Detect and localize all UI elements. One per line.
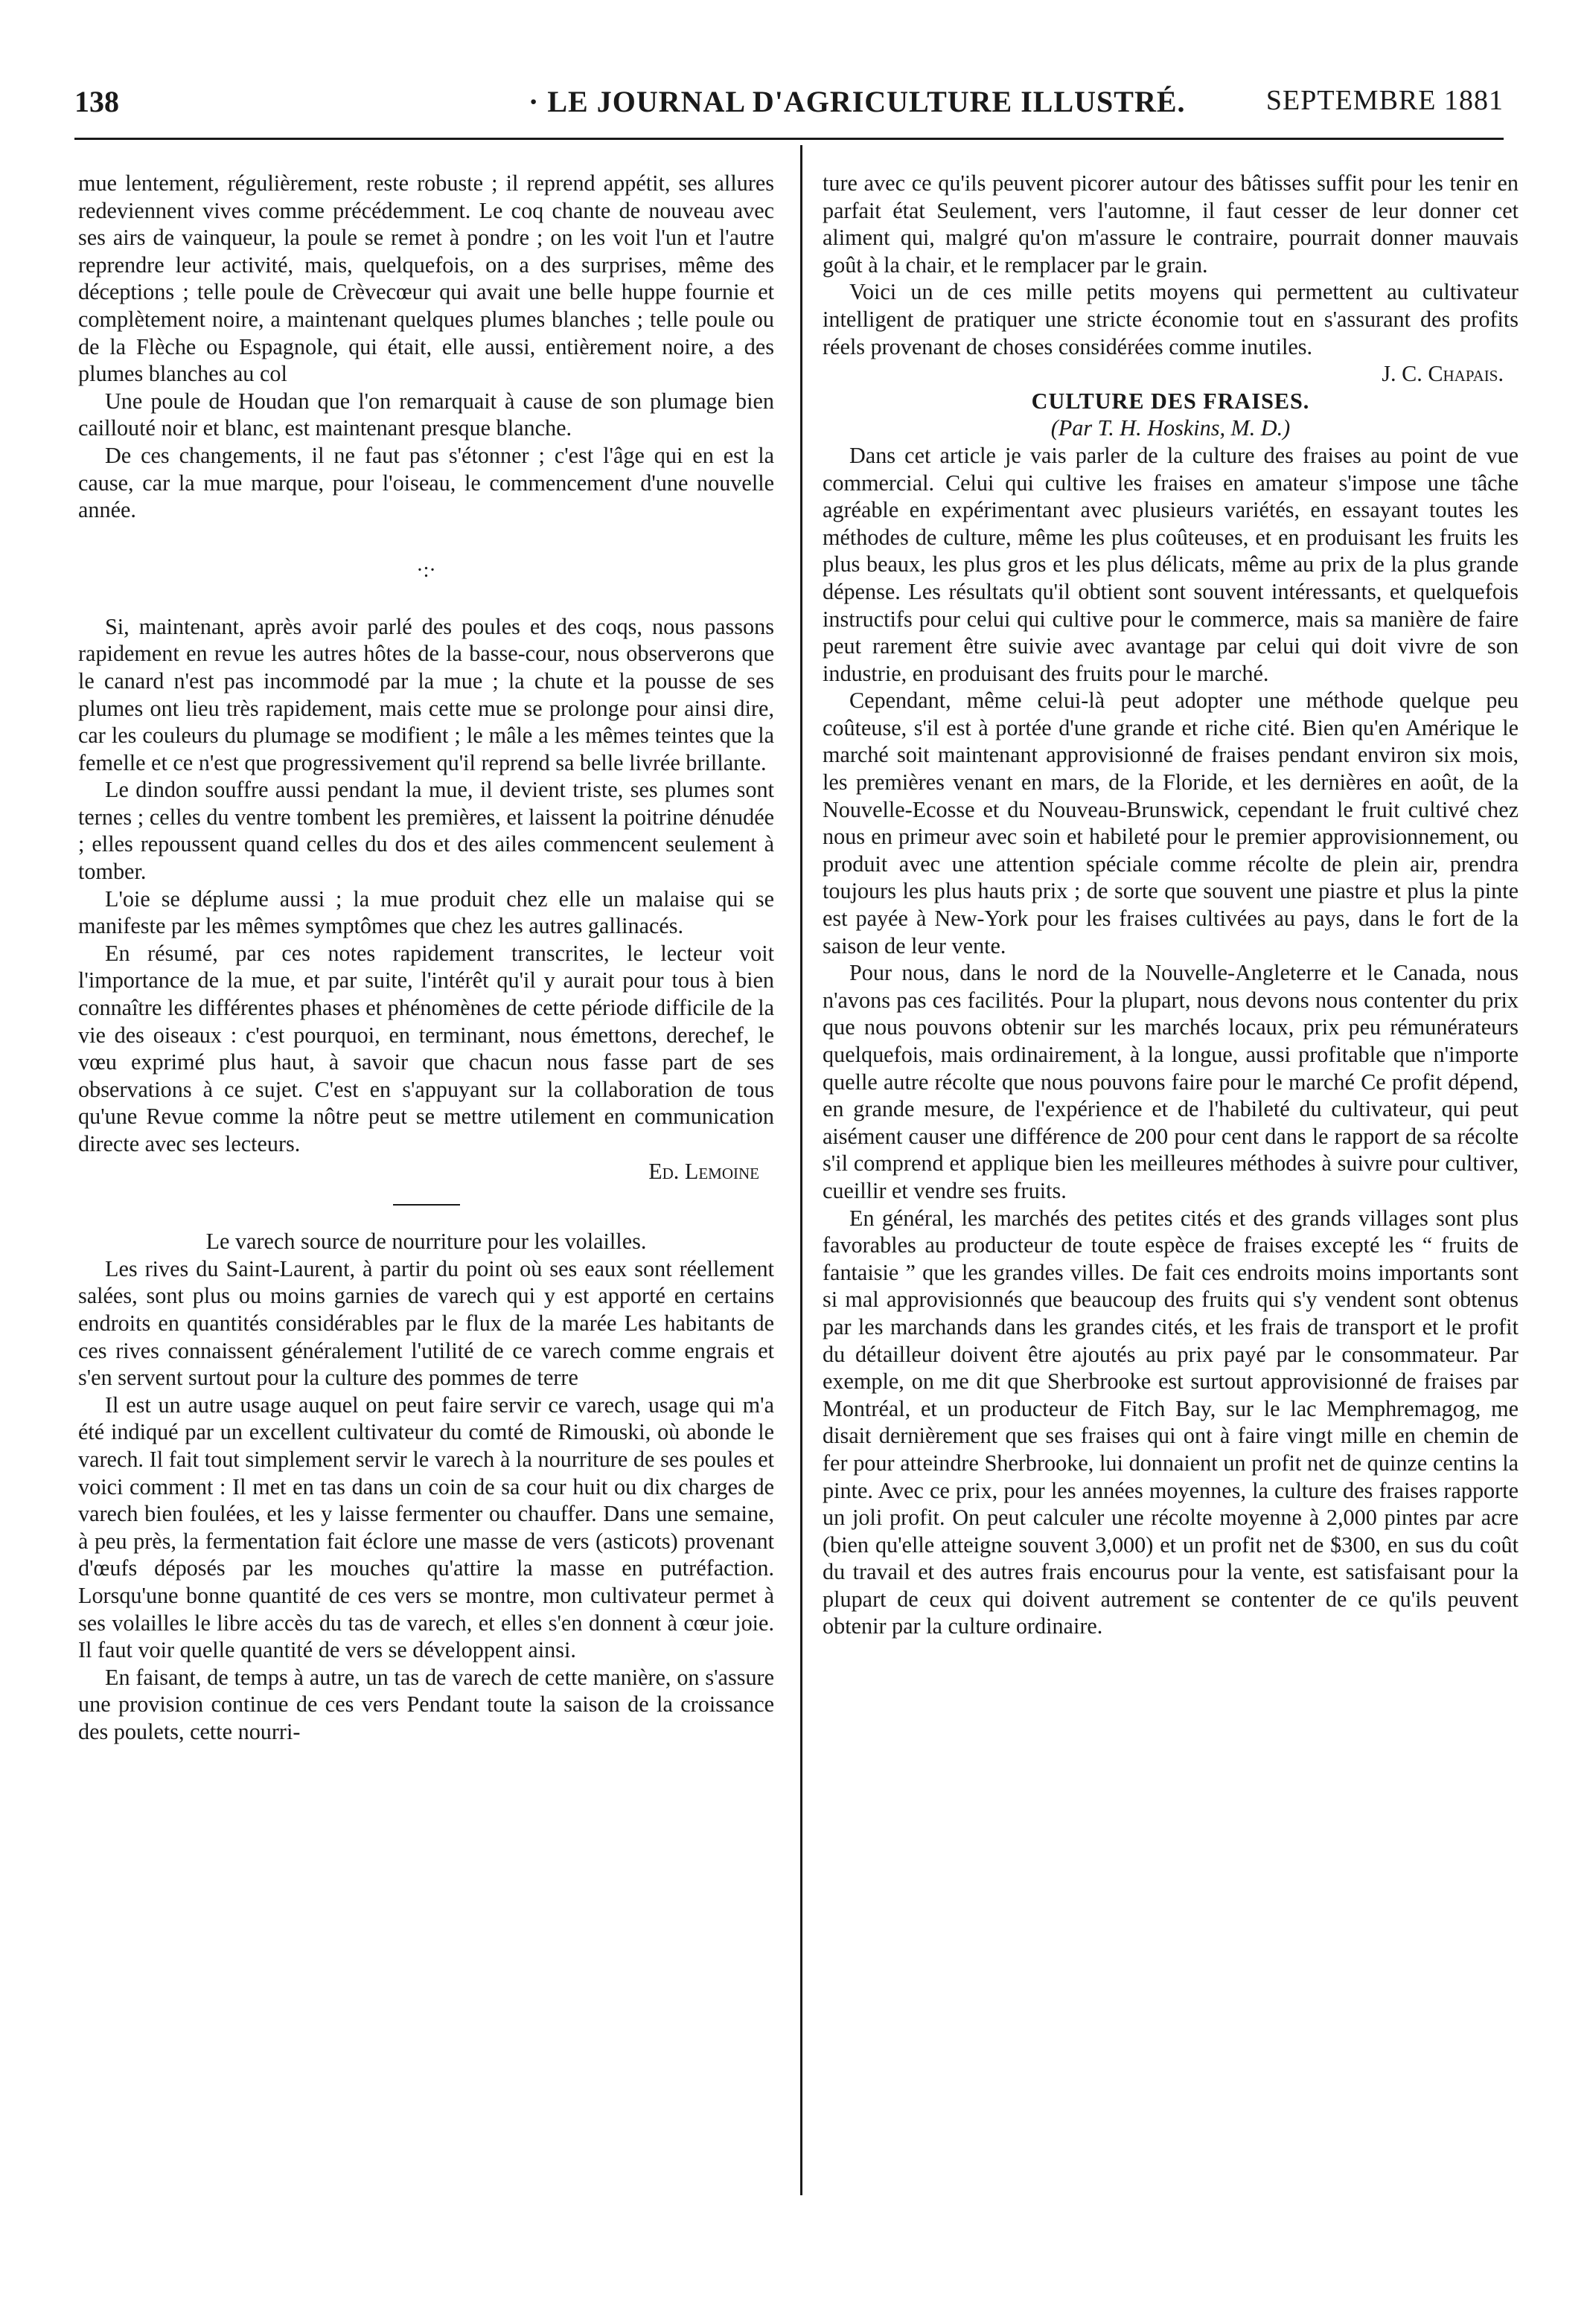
journal-title: · LE JOURNAL D'AGRICULTURE ILLUSTRÉ. <box>529 85 1186 118</box>
paragraph: Les rives du Saint-Laurent, à partir du point où ses eaux sont réellement salées, sont plus ou moins garnies de varech qui y est apporté en certains endroits en quantités considérables par le flux de la marée Les habitants de ces rives connaissent généralement l'utilité de ce varech comme engrais et s'en servent surtout pour la culture des pommes de terre <box>78 1255 774 1391</box>
article-byline: (Par T. H. Hoskins, M. D.) <box>1050 415 1291 441</box>
paragraph: L'oie se déplume aussi ; la mue produit chez elle un malaise qui se manifeste par les mêmes symptômes que chez les autres gallinacés. <box>78 886 774 939</box>
author-signature: J. C. Chapais. <box>1382 361 1504 387</box>
paragraph: Cependant, même celui-là peut adopter une méthode quelque peu coûteuse, s'il est à portée d'une grande et riche cité. Bien qu'en Amérique le marché soit maintenant approvisionné de fraises pendant environ six mois, les premières venant en mars, de la Floride, et les dernières en août, de la Nouvelle-Ecosse et du Nouveau-Brunswick, cependant le fruit cultivé chez nous en primeur avec soin et habileté pour le premier approvisionnement, ou produit avec une attention spéciale comme récolte de plein air, prendra toujours les plus hauts prix ; de sorte que souvent une piastre et plus la pinte est payée à New-York pour les fraises cultivées au pays, dans le fort de la saison de leur vente. <box>823 688 1519 958</box>
paragraph: mue lentement, régulièrement, reste robuste ; il reprend appétit, ses allures redeviennent vives comme précédemment. Le coq chante de nouveau avec ses airs de vainqueur, la poule se remet à pondre ; on les voit l'un et l'autre reprendre leur activité, mais, quelquefois, on a des surprises, même des déceptions ; telle poule de Crèvecœur qui avait une belle huppe fournie et complètement noire, a maintenant quelques plumes blanches ; telle poule ou de la Flèche ou Espagnole, qui était, elle aussi, entièrement noire, a des plumes blanches au col <box>78 170 774 387</box>
paragraph: Voici un de ces mille petits moyens qui permettent au cultivateur intelligent de pratiquer une stricte économie tout en s'assurant des profits réels provenant de choses considérées comme inutiles. <box>823 279 1519 359</box>
section-title: CULTURE DES FRAISES. <box>1031 388 1310 414</box>
article-title: Le varech source de nourriture pour les volailles. <box>205 1229 647 1255</box>
article-separator <box>393 1204 460 1206</box>
paragraph: Une poule de Houdan que l'on remarquait à cause de son plumage bien caillouté noir et blanc, est maintenant presque blanche. <box>78 388 774 441</box>
paragraph: Le dindon souffre aussi pendant la mue, il devient triste, ses plumes sont ternes ; celles du ventre tombent les premières, et laissent la poitrine dénudée ; elles repoussent quand celles du dos et des ailes commencent seulement à tomber. <box>78 777 774 885</box>
header-rule <box>74 138 1504 140</box>
paragraph: En résumé, par ces notes rapidement transcrites, le lecteur voit l'importance de la mue, et par suite, l'intérêt qu'il y aurait pour tous à bien connaître les différentes phases et phénomènes de cette période difficile de la vie des oiseaux : c'est pourquoi, en terminant, nous émettons, derechef, le vœu exprimé plus haut, à savoir que chacun nous fasse part de ses observations à ce sujet. C'est en s'appuyant sur la collaboration de tous qu'une Revue comme la nôtre peut se mettre utilement en communication directe avec ses lecteurs. <box>78 940 774 1156</box>
paragraph: Si, maintenant, après avoir parlé des poules et des coqs, nous passons rapidement en revue les autres hôtes de la basse-cour, nous observerons que le canard n'est pas incommodé par la mue ; la chute et la pousse de ses plumes ont lieu très rapidement, mais cette mue se prolonge pour ainsi dire, car les couleurs du plumage se modifient ; le mâle a les mêmes teintes que la femelle et ce n'est que progressivement qu'il reprend sa belle livrée brillante. <box>78 613 774 775</box>
page-number: 138 <box>74 85 119 118</box>
section-asterism: ·:· <box>416 558 436 582</box>
paragraph: En général, les marchés des petites cités et des grands villages sont plus favorables au producteur de toute espèce de fraises excepté les “ fruits de fantaisie ” que les grandes villes. De fait ces endroits moins importants sont si mal approvisionnés que beaucoup des fruits qui s'y vendent sont obtenus par les marchands dans les grandes cités, et les frais de transport et le profit du détailleur doivent être ajoutés au prix payé par le consommateur. Par exemple, on me dit que Sherbrooke est surtout approvisionné de fraises par Montréal, et un producteur de Fitch Bay, sur le lac Memphremagog, me disait dernièrement que ses fraises qui ont à faire vingt mille en chemin de fer pour atteindre Sherbrooke, lui donnaient un profit net de quinze centins la pinte. Avec ce prix, pour les années moyennes, la culture des fraises rapporte un joli profit. On peut calculer une récolte moyenne à 2,000 pintes par acre (bien qu'elle atteigne souvent 3,000) et un profit net de $300, en sus du coût du travail et des autres frais encourus pour la vente, est satisfaisant pour la plupart de ceux qui doivent autrement se contenter de ce qu'ils peuvent obtenir par la culture ordinaire. <box>823 1205 1519 1639</box>
left-column <box>78 170 774 1745</box>
paragraph: En faisant, de temps à autre, un tas de varech de cette manière, on s'assure une provision continue de ces vers Pendant toute la saison de la croissance des poulets, cette nourri- <box>78 1664 774 1744</box>
paragraph: De ces changements, il ne faut pas s'étonner ; c'est l'âge qui en est la cause, car la mue marque, pour l'oiseau, le commencement d'une nouvelle année. <box>78 442 774 523</box>
paragraph: ture avec ce qu'ils peuvent picorer autour des bâtisses suffit pour les tenir en parfait état Seulement, vers l'automne, il faut cesser de leur donner cet aliment qui, malgré qu'on m'assure le contraire, pourrait donner mauvais goût à la chair, et le remplacer par le grain. <box>823 170 1519 278</box>
issue-date: SEPTEMBRE 1881 <box>1265 85 1504 116</box>
paragraph: Dans cet article je vais parler de la culture des fraises au point de vue commercial. Celui qui cultive les fraises en amateur s'impose une tâche agréable en expérimentant avec plusieurs variétés, en essayant toutes les méthodes de culture, même les plus coûteuses, et en produisant les fruits les plus beaux, les plus gros et les plus délicats, même au prix de la plus grande dépense. Les résultats qu'il obtient sont souvent intéressants, et quelquefois instructifs pour celui qui cultive pour le commerce, mais sa manière de faire peut rarement être suivie avec avantage par celui qui doit vivre de son industrie, en produisant des fruits pour le marché. <box>823 442 1519 686</box>
right-column <box>823 170 1519 1640</box>
paragraph: Il est un autre usage auquel on peut faire servir ce varech, usage qui m'a été indiqué par un excellent cultivateur du comté de Rimouski, où abonde le varech. Il fait tout simplement servir le varech à la nourriture de ses poules et voici comment : Il met en tas dans un coin de sa cour huit ou dix charges de varech bien foulées, et les y laisse fermenter ou chauffer. Dans une semaine, à peu près, la fermentation fait éclore une masse de vers (asticots) provenant d'œufs déposés par les mouches qu'attire la masse en putréfaction. Lorsqu'une bonne quantité de ces vers se montre, mon cultivateur permet à ses volailles le libre accès du tas de varech, et elles s'en donnent à cœur joie. Il faut voir quelle quantité de vers se développent ainsi. <box>78 1392 774 1663</box>
author-signature: Ed. Lemoine <box>648 1158 759 1184</box>
page-header <box>74 78 1504 123</box>
paragraph: Pour nous, dans le nord de la Nouvelle-Angleterre et le Canada, nous n'avons pas ces facilités. Pour la plupart, nous devons nous contenter du prix que nous pouvons obtenir sur les marchés locaux, prix peu rémunérateurs quelquefois, mais ordinairement, à la longue, aussi profitable que n'importe quelle autre récolte que nous pouvons faire pour le marché Ce profit dépend, en grande mesure, de l'expérience et de l'habileté du cultivateur, qui peut aisément causer une différence de 200 pour cent dans le rapport de sa récolte s'il comprend et applique bien les meilleures méthodes à suivre pour cultiver, cueillir et vendre ses fruits. <box>823 960 1519 1203</box>
column-divider <box>800 145 802 2195</box>
